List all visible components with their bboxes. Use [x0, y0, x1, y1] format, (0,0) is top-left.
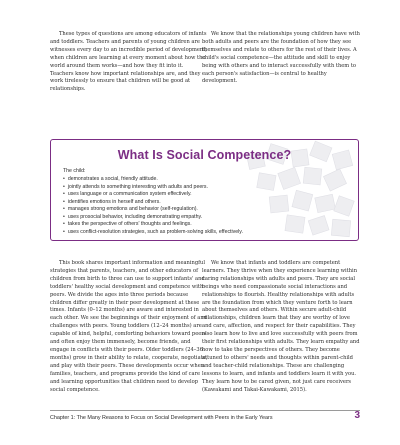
list-item: • identifies emotions in herself and others.	[63, 199, 243, 207]
social-competence-sidebar	[50, 139, 359, 241]
body-column-bottom-right	[202, 260, 360, 394]
paragraph: This book shares important information and meaningful strategies that parents, teachers, and other educators of children from birth to three can use to support infants' and toddlers' healthy social development and competence with peers. We divide the ages into three periods because children differ greatly in their peer development at these times. Infants (0–12 months) are aware and interested in each other. We see the beginnings of their enjoyment of and challenges with peers. Young toddlers (12–24 months) are capable of kind, helpful, comforting behaviors toward peers and often enjoy them immensely, become friends, and engage in conflicts with their peers. Older toddlers (24–36 months) grow in their ability to relate, cooperate, negotiate, and play with their peers. These developments occur when families, teachers, and programs provide the kind of care and learning opportunities that children need to develop social competence.	[50, 260, 208, 393]
paragraph: These types of questions are among educators of infants and toddlers. Teachers and parents of young children are witnesses every day to an incredible period of development, when children are learning at every moment about how the world around them works—and how they fit into it. Teachers know how important relationships are, and they work tirelessly to ensure that children will be good at relationships.	[50, 31, 207, 93]
paragraph: We know that the relationships young children have with both adults and peers are the foundation of how they see themselves and relate to others for the rest of their lives. A child's social competence—the attitude and skill to enjoy being with others and to interact successfully with them to each person's satisfaction—is central to healthy development.	[202, 31, 360, 85]
body-column-top-left	[50, 31, 208, 94]
list-item: • demonstrates a social, friendly attitude.	[63, 176, 243, 184]
sidebar-intro: The child:	[63, 168, 86, 174]
sidebar-title: What Is Social Competence?	[117, 148, 292, 162]
body-column-top-right	[202, 31, 360, 86]
running-footer: Chapter 1: The Many Reasons to Focus on Social Development with Peers in the Early Years	[50, 415, 273, 421]
list-item: • manages strong emotions and behavior (self-regulation).	[63, 206, 243, 214]
paragraph: We know that infants and toddlers are competent learners. They thrive when they experience learning within caring relationships with adults and peers. They are social beings who need compassionate social interactions and relationships to flourish. Healthy relationships with adults are the foundation from which they venture forth to learn about themselves and others. Within secure adult-child relationships, children learn that they are worthy of love and care, affection, and respect for their capabilities. They also learn how to live and love successfully with peers from their first relationships with adults. They learn empathy and how to take the perspectives of others. They become attuned to others' needs and thoughts within parent-child and teacher-child relationships. These are challenging lessons to learn, and infants and toddlers learn it with you. They learn how to be cared given, not just care receivers (Kawakami and Takai-Kawakami, 2015).	[202, 260, 360, 393]
list-item: • uses language or a communication system effectively.	[63, 191, 243, 199]
list-item: • uses conflict-resolution strategies, such as problem-solving skills, effectively.	[63, 229, 243, 237]
sidebar-bullet-list	[63, 176, 243, 236]
page-number: 3	[354, 410, 360, 421]
list-item: • takes the perspective of others' thoughts and feelings.	[63, 221, 243, 229]
footer-divider	[50, 410, 360, 411]
body-column-bottom-left	[50, 260, 208, 394]
list-item: • uses prosocial behavior, including demonstrating empathy.	[63, 214, 243, 222]
list-item: • jointly attends to something interesting with adults and peers.	[63, 184, 243, 192]
